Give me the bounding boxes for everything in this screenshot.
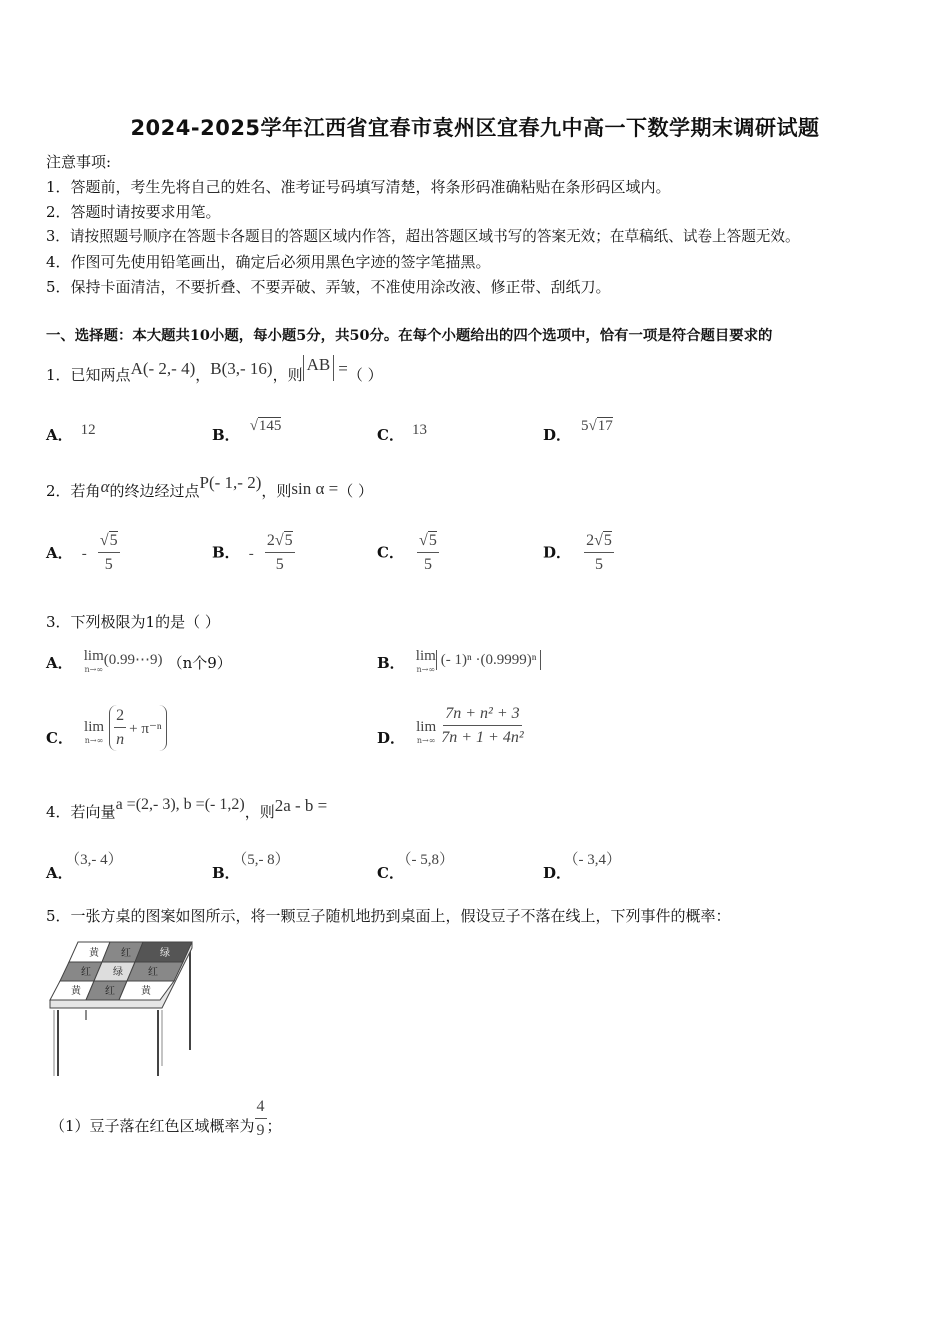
- question-text: 若角: [70, 482, 101, 500]
- limit-expression: (0.99⋯9): [103, 652, 163, 668]
- option-label: D．: [543, 426, 572, 444]
- sign: [576, 546, 584, 562]
- sin-expression: sin α =: [291, 479, 339, 498]
- numerator: 2: [114, 707, 126, 728]
- option-label: B．: [377, 654, 405, 672]
- coefficient: 2: [266, 532, 275, 549]
- point-p: P(- 1,- 2): [199, 473, 262, 492]
- vectors: a =(2,- 3), b =(- 1,2): [115, 796, 245, 813]
- question-text: ，则: [244, 803, 275, 821]
- answer-blank: （ ）: [347, 366, 383, 384]
- denominator: 5: [104, 556, 113, 573]
- denominator: 7n + 1 + 4n²: [441, 729, 524, 746]
- question-4: [46, 796, 328, 823]
- option-label: C．: [377, 426, 404, 444]
- question-text: ，则: [261, 482, 292, 500]
- q4-option-b[interactable]: [212, 848, 290, 882]
- option-label: C．: [46, 729, 73, 747]
- limit: [84, 648, 104, 674]
- page-title: 2024-2025学年江西省宜春市袁州区宜春九中高一下数学期末调研试题: [130, 116, 820, 140]
- vector-expression: 2a - b =: [274, 796, 328, 815]
- radicand: 17: [597, 418, 613, 434]
- q2-option-b[interactable]: [212, 532, 295, 574]
- denominator: 5: [423, 556, 432, 573]
- tile-label: 红: [105, 986, 115, 997]
- tile-label: 红: [121, 948, 131, 959]
- equals: =: [338, 359, 348, 378]
- q4-option-c[interactable]: [377, 848, 454, 882]
- minus-sign: -: [81, 545, 87, 562]
- answer-blank: （ ）: [338, 482, 374, 500]
- lim-subscript: n→∞: [416, 665, 436, 674]
- fraction: [255, 1098, 267, 1140]
- notice-item: 3．请按照题号顺序在答题卡各题目的答题区域内作答，超出答题区域书写的答案无效；在草稿纸、试卷上答题无效。: [46, 228, 800, 245]
- comma: ，: [195, 366, 211, 384]
- question-text: 的终边经过点: [109, 482, 200, 500]
- q1-option-a[interactable]: [46, 418, 96, 444]
- question-text: 若向量: [70, 803, 116, 821]
- sqrt-sign: √: [249, 418, 258, 434]
- lim-subscript: n→∞: [84, 665, 103, 674]
- lim-text: lim: [415, 648, 436, 664]
- option-label: B．: [212, 543, 240, 562]
- subquestion-text: （1）豆子落在红色区域概率为: [50, 1117, 255, 1135]
- option-label: B．: [212, 864, 240, 882]
- notice-item: 2．答题时请按要求用笔。: [46, 203, 221, 221]
- question-5: [46, 906, 731, 926]
- section-heading: 一、选择题：本大题共10小题，每小题5分，共50分。在每个小题给出的四个选项中，恰有一项是符合题目要求的: [46, 327, 773, 344]
- radicand: 5: [109, 532, 118, 549]
- option-value: （3,- 4）: [72, 852, 123, 868]
- alpha-symbol: α: [100, 477, 110, 496]
- q2-option-d[interactable]: [543, 532, 614, 574]
- parenthesis-group: [109, 705, 166, 751]
- q3-option-d[interactable]: [377, 705, 524, 747]
- lim-text: lim: [416, 719, 437, 735]
- sign: [409, 546, 417, 562]
- option-label: D．: [377, 729, 406, 747]
- option-label: B．: [212, 426, 240, 444]
- option-label: A．: [46, 543, 73, 562]
- fraction: [441, 705, 523, 747]
- fraction: $\frac{2√5}{5}$: [266, 532, 293, 573]
- note: （n个9）: [167, 654, 232, 672]
- question-text: 下列极限为1的是（ ）: [70, 613, 220, 631]
- notice-item: 5．保持卡面清洁，不要折叠、不要弄破、弄皱，不准使用涂改液、修正带、刮纸刀。: [46, 278, 611, 296]
- lim-text: lim: [83, 648, 104, 664]
- option-value: 13: [411, 422, 427, 438]
- lim-subscript: n→∞: [84, 736, 104, 745]
- radicand: 5: [428, 532, 437, 549]
- coefficient: 2: [586, 532, 595, 549]
- option-label: C．: [377, 864, 404, 882]
- option-label: A．: [46, 654, 73, 672]
- lim-text: lim: [84, 719, 105, 735]
- fraction: $\frac{√5}{5}$: [419, 532, 437, 573]
- denominator: 5: [275, 556, 284, 573]
- fraction: $\frac{√5}{5}$: [99, 532, 118, 573]
- option-value: 12: [80, 422, 96, 438]
- numerator: 4: [255, 1098, 267, 1119]
- option-label: A．: [46, 426, 73, 444]
- q1-option-d[interactable]: [543, 414, 613, 444]
- q4-option-a[interactable]: [46, 848, 123, 882]
- numerator: 7n + n² + 3: [443, 705, 521, 726]
- notice-item: 1．答题前，考生先将自己的姓名、准考证号码填写清楚，将条形码准确粘贴在条形码区域内。: [46, 178, 671, 196]
- option-label: C．: [377, 543, 404, 562]
- limit: [84, 719, 104, 745]
- q2-option-c[interactable]: [377, 532, 439, 574]
- denominator: n: [116, 731, 125, 748]
- table-figure: [48, 938, 198, 1080]
- question-text: ，则: [272, 366, 303, 384]
- notice-item: 4．作图可先使用铅笔画出，确定后必须用黑色字迹的签字笔描黑。: [46, 253, 491, 271]
- fraction: $\frac{2√5}{5}$: [586, 532, 612, 573]
- limit: [416, 648, 436, 674]
- option-label: D．: [543, 864, 572, 882]
- denominator: 5: [595, 556, 603, 573]
- q3-option-b[interactable]: [377, 648, 541, 674]
- q2-option-a[interactable]: [46, 532, 120, 574]
- denominator: 9: [256, 1122, 265, 1139]
- question-2: [46, 473, 374, 501]
- question-1: [46, 355, 383, 389]
- tile-label: 黄: [89, 948, 99, 959]
- point-b: B(3,- 16): [210, 359, 273, 378]
- question-number: 2．: [46, 482, 71, 500]
- option-label: D．: [543, 543, 572, 562]
- question-number: 1．: [46, 366, 71, 384]
- lim-subscript: n→∞: [416, 736, 436, 745]
- question-3: [46, 612, 220, 632]
- tile-label: 绿: [160, 948, 170, 959]
- tile-label: 红: [81, 967, 91, 978]
- limit-expression: (- 1)ⁿ ·(0.9999)ⁿ: [436, 650, 542, 670]
- option-value: （5,- 8）: [239, 852, 290, 868]
- q3-option-c[interactable]: [46, 705, 167, 751]
- minus-sign: -: [248, 545, 254, 562]
- radicand: 5: [284, 532, 293, 549]
- q4-option-d[interactable]: [543, 848, 622, 882]
- abs-ab: [303, 355, 335, 381]
- q3-option-a[interactable]: [46, 648, 232, 674]
- tile-label: 红: [148, 967, 158, 978]
- radicand: 5: [603, 532, 612, 549]
- sqrt-sign: √: [588, 418, 597, 434]
- tail-term: + π⁻ⁿ: [129, 720, 162, 737]
- semicolon: ；: [266, 1117, 282, 1135]
- question-number: 4．: [46, 803, 71, 821]
- fraction: [114, 707, 126, 749]
- radicand: 145: [258, 418, 282, 434]
- option-label: A．: [46, 864, 73, 882]
- option-value: （- 3,4）: [571, 852, 622, 868]
- question-number: 3．: [46, 613, 71, 631]
- notice-heading: 注意事项:: [46, 153, 112, 171]
- q1-option-c[interactable]: [377, 418, 427, 444]
- option-value: （- 5,8）: [403, 852, 454, 868]
- question-number: 5．: [46, 907, 71, 925]
- limit: [416, 719, 436, 745]
- coefficient: 5: [581, 418, 589, 434]
- q5-subquestion-1: [50, 1098, 282, 1140]
- question-text: 已知两点: [70, 366, 131, 384]
- tile-label: 黄: [71, 986, 81, 997]
- point-a: A(- 2,- 4): [130, 359, 196, 378]
- ab-label: AB: [306, 355, 331, 374]
- tile-label: 黄: [141, 986, 151, 997]
- question-text: 一张方桌的图案如图所示，将一颗豆子随机地扔到桌面上，假设豆子不落在线上，下列事件的概率：: [70, 907, 731, 925]
- q1-option-b[interactable]: [212, 414, 282, 444]
- tile-label: 绿: [113, 967, 123, 978]
